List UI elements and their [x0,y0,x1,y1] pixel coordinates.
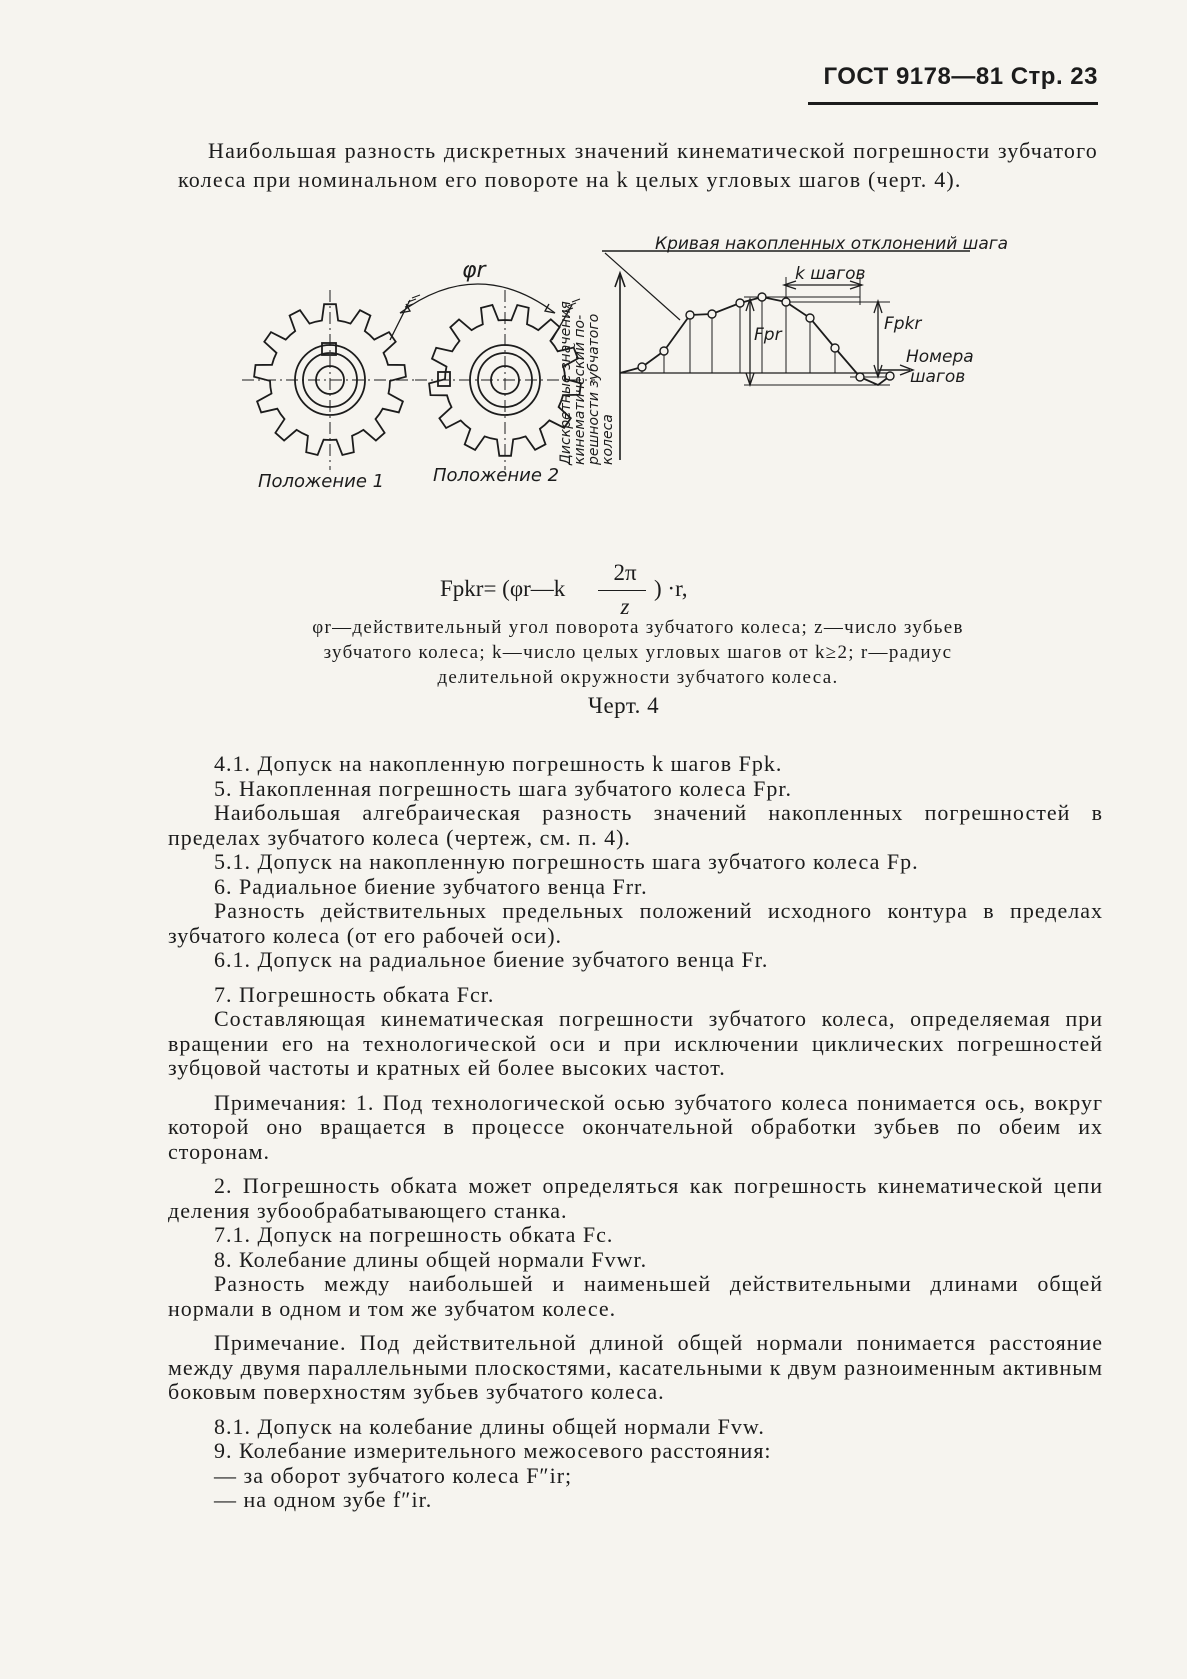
body-paragraph: Разность между наибольшей и наименьшей действительными длинами общей нормали в одном и том же зубчатом колесе. [168,1271,1103,1321]
axis-label-line: колеса [600,414,616,465]
fpkr-label: Fpkr [884,314,922,334]
curve-point [886,372,894,380]
curve-point [782,298,790,306]
curve-point [831,344,839,352]
formula-lhs: Fpkr= (φr—k [440,576,566,601]
body-paragraph: 4.1. Допуск на накопленную погрешность k шагов Fpk. [214,751,783,776]
phi-label: φr [462,258,486,283]
curve-title: Кривая накопленных отклонений шага [655,234,1009,254]
figure-4 [250,234,1080,530]
step-numbers-label: Номера [906,347,974,367]
curve-point [638,363,646,371]
curve-point [806,314,814,322]
formula-numerator: 2π [613,560,637,585]
body-paragraph: 8. Колебание длины общей нормали Fvwr. [214,1246,648,1272]
position-2-label: Положение 2 [433,465,560,486]
step-numbers-label: шагов [910,367,966,387]
body-paragraph: 5.1. Допуск на накопленную погрешность шага зубчатого колеса Fp. [214,849,919,874]
body-paragraph: 2. Погрешность обката может определяться как погрешность кинематической цепи деления зубообрабатывающего станка. [168,1173,1103,1223]
axis-label-line: кинематический по- [572,314,588,465]
page-header: ГОСТ 9178—81 Стр. 23 [808,60,1098,105]
body-paragraph: — на одном зубе f″ir. [214,1487,433,1512]
body-paragraph: Примечание. Под действительной длиной общей нормали понимается расстояние между двумя параллельными плоскостями, касательными к двум разноименным активным боковым поверхностям зубьев зубчатого колеса. [168,1330,1103,1404]
fpr-label: Fpr [754,325,782,345]
curve-point [686,311,694,319]
axis-label-line: решности зубчатого [586,313,602,465]
figure-caption: Черт. 4 [588,693,660,718]
curve-point [736,299,744,307]
body-paragraph: Примечания: 1. Под технологической осью зубчатого колеса понимается ось, вокруг которой оно вращается в процессе окончательной обработки зубьев по обеим их сторонам. [168,1089,1103,1164]
body-paragraph: 7.1. Допуск на погрешность обката Fc. [214,1222,614,1247]
axis-label-line: Дискретные значения [558,301,574,465]
curve-point [856,373,864,381]
formula-rhs: ) ·r, [654,576,688,601]
intro-paragraph: Наибольшая разность дискретных значений кинематической погрешности зубчатого колеса при номинальном его повороте на k целых угловых шагов (черт. 4). [178,138,1098,192]
body-paragraph: 6.1. Допуск на радиальное биение зубчатого венца Fr. [214,947,769,972]
body-paragraph: — за оборот зубчатого колеса F″ir; [214,1462,573,1488]
body-text [168,752,1103,1513]
figure-legend: φr—действительный угол поворота зубчатого колеса; z—число зубьев зубчатого колеса; k—число целых угловых шагов от k≥2; r—радиус делительной окружности зубчатого колеса. [312,617,964,688]
body-paragraph: Наибольшая алгебраическая разность значений накопленных погрешностей в пределах зубчатого колеса (чертеж, см. п. 4). [168,800,1103,850]
formula-denominator: z [620,594,630,619]
gear-position-1 [242,290,418,470]
body-paragraph: Разность действительных предельных положений исходного контура в пределах зубчатого колеса (от его рабочей оси). [168,898,1103,948]
body-paragraph: 9. Колебание измерительного межосевого расстояния: [214,1438,772,1463]
formula [440,560,760,620]
curve-point [758,293,766,301]
fraction-bar [598,590,646,591]
k-steps-label: k шагов [795,264,866,284]
body-paragraph: 5. Накопленная погрешность шага зубчатого колеса Fpr. [214,775,792,801]
body-paragraph: Составляющая кинематическая погрешности зубчатого колеса, определяемая при вращении его на технологической оси и при исключении циклических погрешностей зубцовой частоты и кратных ей более высоких частот. [168,1006,1103,1080]
body-paragraph: 6. Радиальное биение зубчатого венца Frr. [214,873,648,899]
position-1-label: Положение 1 [258,471,385,492]
body-paragraph: 8.1. Допуск на колебание длины общей нормали Fvw. [214,1413,765,1439]
figure-drawing [250,234,1080,530]
body-paragraph: 7. Погрешность обката Fcr. [214,981,495,1007]
curve-point [660,347,668,355]
curve-point [708,310,716,318]
